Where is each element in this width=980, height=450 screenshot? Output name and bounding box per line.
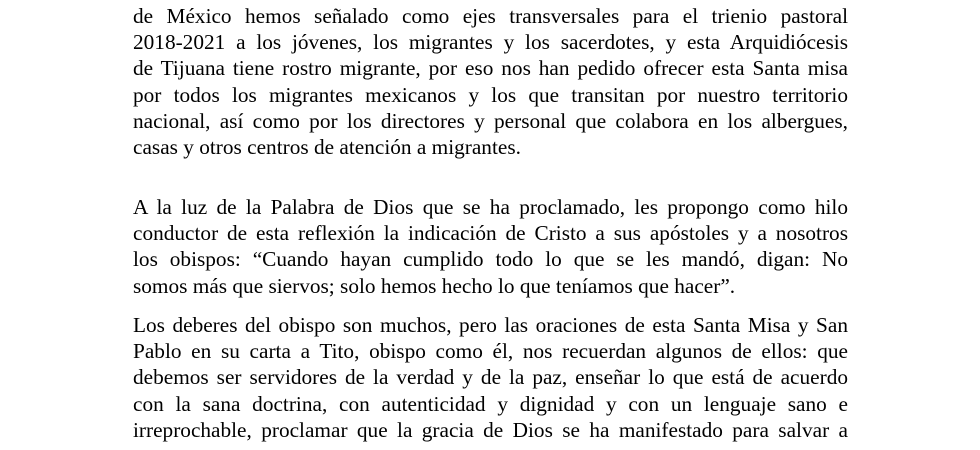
text-line: por todos los migrantes mexicanos y los que transitan por nuestro territorio: [133, 82, 848, 107]
text-line: Pablo en su carta a Tito, obispo como él, nos recuerdan algunos de ellos: que: [133, 339, 848, 364]
text-line: conductor de esta reflexión la indicación de Cristo a sus apóstoles y a nosotros: [133, 221, 848, 246]
text-line: los obispos: “Cuando hayan cumplido todo lo que se les mandó, digan: No: [133, 247, 848, 272]
text-line: debemos ser servidores de la verdad y de la paz, enseñar lo que está de acuerdo: [133, 365, 848, 390]
text-line: de México hemos señalado como ejes transversales para el trienio pastoral: [133, 4, 848, 28]
paragraph-bishop-duties: [133, 312, 848, 443]
paragraph-migrants: [133, 3, 848, 160]
text-line: 2018-2021 a los jóvenes, los migrantes y los sacerdotes, y esta Arquidiócesis: [133, 30, 848, 55]
text-line: irreprochable, proclamar que la gracia de Dios se ha manifestado para salvar a: [133, 417, 848, 442]
text-line: nacional, así como por los directores y personal que colabora en los albergues,: [133, 108, 848, 133]
text-line: Los deberes del obispo son muchos, pero las oraciones de esta Santa Misa y San: [133, 313, 848, 337]
paragraph-word-of-god: [133, 194, 848, 299]
text-line: con la sana doctrina, con autenticidad y dignidad y con un lenguaje sano e: [133, 391, 848, 416]
text-line: A la luz de la Palabra de Dios que se ha proclamado, les propongo como hilo: [133, 195, 848, 219]
text-line: somos más que siervos; solo hemos hecho lo que teníamos que hacer”.: [133, 273, 736, 298]
text-line: de Tijuana tiene rostro migrante, por eso nos han pedido ofrecer esta Santa misa: [133, 56, 848, 81]
text-line: casas y otros centros de atención a migrantes.: [133, 135, 521, 160]
